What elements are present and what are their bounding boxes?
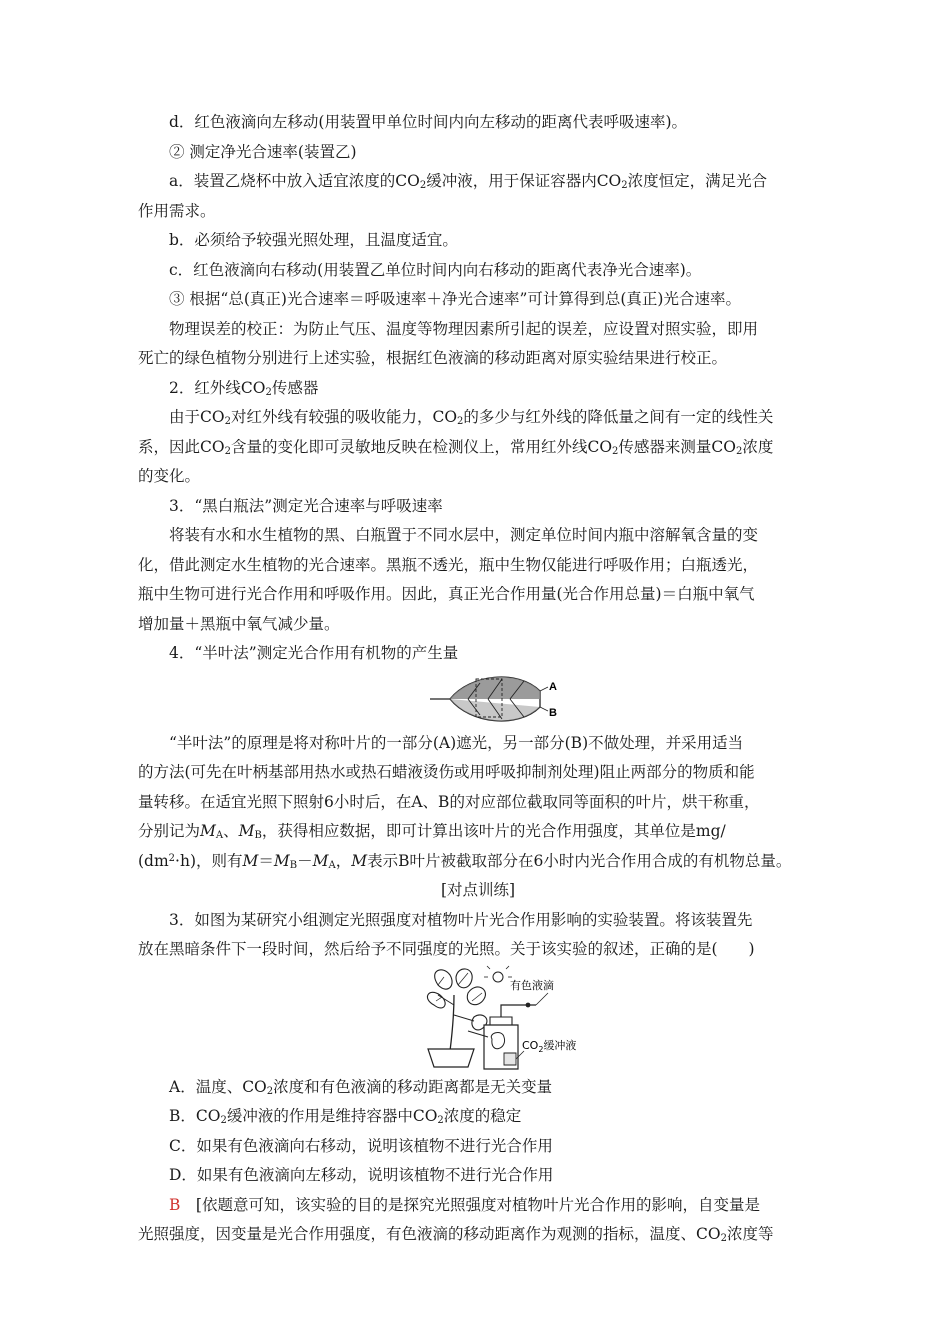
option-c: C．如果有色液滴向右移动，说明该植物不进行光合作用 (169, 1136, 553, 1155)
text-line: 瓶中生物可进行光合作用和呼吸作用。因此，真正光合作用量(光合作用总量)＝白瓶中氧气 (138, 585, 755, 603)
apparatus-figure (138, 965, 818, 1073)
text-line: 将装有水和水生植物的黑、白瓶置于不同水层中，测定单位时间内瓶中溶解氧含量的变 (169, 526, 759, 544)
text-line: ② 测定净光合速率(装置乙) (169, 142, 357, 161)
text-line: d．红色液滴向左移动(用装置甲单位时间内向左移动的距离代表呼吸速率)。 (169, 113, 688, 131)
section-label: [对点训练] (440, 881, 516, 899)
option-b: B．$CO_2$缓冲液的作用是维持容器中$CO_2$浓度的稳定 (169, 1107, 522, 1126)
option-a: A．温度、$CO_2$浓度和有色液滴的移动距离都是无关变量 (169, 1077, 553, 1097)
label-b: B (549, 706, 557, 719)
text-line: 增加量＋黑瓶中氧气减少量。 (138, 614, 340, 633)
text-line: $(dm^2\cdot h)$，则有$M=M_B-M_A$，M表示B叶片被截取部分在6小时内光合作用合成的有机物总量。 (138, 851, 792, 871)
text-line: c．红色液滴向右移动(用装置乙单位时间内向右移动的距离代表净光合速率)。 (169, 260, 702, 279)
text-line: a．装置乙烧杯中放入适宜浓度的$CO_2$缓冲液，用于保证容器内$CO_2$浓度恒定，满足光合 (169, 172, 768, 191)
section-heading: 4．“半叶法”测定光合作用有机物的产生量 (169, 644, 459, 662)
answer-letter: B (169, 1195, 181, 1214)
question-stem: 3．如图为某研究小组测定光照强度对植物叶片光合作用影响的实验装置。将该装置先 (169, 910, 753, 929)
text-line: “半叶法”的原理是将对称叶片的一部分(A)遮光，另一部分(B)不做处理，并采用适当 (169, 733, 744, 752)
label-co2-buffer: $CO_2$缓冲液 (522, 1038, 577, 1054)
text-line: 作用需求。 (138, 201, 216, 220)
text-line: 死亡的绿色植物分别进行上述实验，根据红色液滴的移动距离对原实验结果进行校正。 (138, 349, 728, 367)
answer-explanation: B [依题意可知，该实验的目的是探究光照强度对植物叶片光合作用的影响，自变量是 (169, 1195, 760, 1214)
text-line: 物理误差的校正：为防止气压、温度等物理因素所引起的误差，应设置对照实验，即用 (169, 319, 759, 338)
document-page (138, 108, 818, 1250)
section-heading: 2．红外线$CO_2$传感器 (169, 378, 319, 398)
text-line: 分别记为$M_A$、$M_B$，获得相应数据，即可计算出该叶片的光合作用强度，其单位是mg/ (138, 822, 726, 841)
text-line: 的变化。 (138, 467, 201, 485)
text-line: 的方法(可先在叶柄基部用热水或热石蜡液烫伤或用呼吸抑制剂处理)阻止两部分的物质和能 (138, 763, 755, 781)
question-stem: 放在黑暗条件下一段时间，然后给予不同强度的光照。关于该实验的叙述，正确的是( ) (138, 940, 755, 958)
label-colored-drop: 有色液滴 (510, 978, 554, 992)
option-d: D．如果有色液滴向左移动，说明该植物不进行光合作用 (169, 1166, 554, 1184)
text-line: ③ 根据“总(真正)光合速率＝呼吸速率＋净光合速率”可计算得到总(真正)光合速率。 (169, 290, 741, 308)
section-heading: 3．“黑白瓶法”测定光合速率与呼吸速率 (169, 496, 443, 515)
label-a: A (549, 680, 557, 693)
text-line: 系，因此$CO_2$含量的变化即可灵敏地反映在检测仪上，常用红外线$CO_2$传感器来测量$CO_2$浓度 (138, 437, 774, 457)
text-line: 由于$CO_2$对红外线有较强的吸收能力，$CO_2$的多少与红外线的降低量之间有一定的线性关 (169, 408, 774, 427)
answer-explanation: 光照强度，因变量是光合作用强度，有色液滴的移动距离作为观测的指标，温度、$CO_2$浓度等 (138, 1225, 774, 1244)
text-line: 量转移。在适宜光照下照射6小时后，在A、B的对应部位截取同等面积的叶片，烘干称重， (138, 792, 760, 811)
text-line: 化，借此测定水生植物的光合速率。黑瓶不透光，瓶中生物仅能进行呼吸作用；白瓶透光， (138, 555, 759, 574)
half-leaf-figure (138, 669, 818, 729)
text-line: b．必须给予较强光照处理，且温度适宜。 (169, 231, 458, 249)
